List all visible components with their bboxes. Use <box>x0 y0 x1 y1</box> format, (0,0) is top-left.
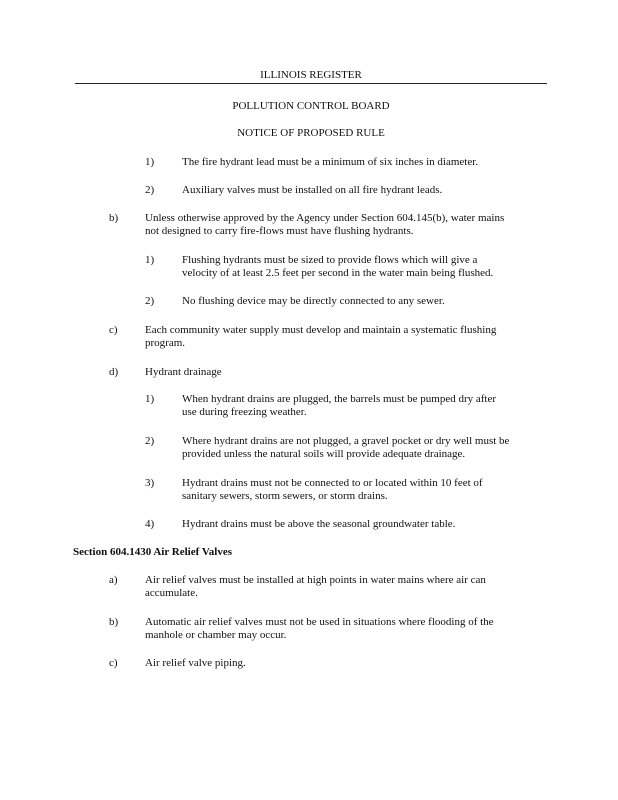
paragraph-label: c) <box>109 324 118 336</box>
item-line: No flushing device may be directly connected to any sewer. <box>182 295 445 307</box>
item-text: The fire hydrant lead must be a minimum of six inches in diameter. <box>182 156 479 168</box>
item-line: use during freezing weather. <box>182 406 307 418</box>
paragraph-line: Hydrant drainage <box>145 366 222 378</box>
item-line: Hydrant drains must not be connected to or located within 10 feet of <box>182 477 483 489</box>
item-line: velocity of at least 2.5 feet per second in the water main being flushed. <box>182 267 494 279</box>
paragraph-line: Air relief valves must be installed at high points in water mains where air can <box>145 574 486 586</box>
header-rule <box>75 83 547 84</box>
paragraph-label: d) <box>109 366 119 378</box>
paragraph-line: program. <box>145 337 186 349</box>
item-line: Hydrant drains must be above the seasonal groundwater table. <box>182 518 456 530</box>
paragraph-label: c) <box>109 657 118 669</box>
item-line: provided unless the natural soils will provide adequate drainage. <box>182 448 466 460</box>
item-label: 1) <box>145 393 155 405</box>
notice-title: NOTICE OF PROPOSED RULE <box>237 127 385 139</box>
item-label: 1) <box>145 156 155 168</box>
section-heading: Section 604.1430 Air Relief Valves <box>73 546 232 558</box>
register-title: ILLINOIS REGISTER <box>260 69 362 81</box>
paragraph-label: b) <box>109 616 119 628</box>
item-label: 2) <box>145 295 155 307</box>
paragraph-label: a) <box>109 574 118 586</box>
paragraph-label: b) <box>109 212 119 224</box>
board-title: POLLUTION CONTROL BOARD <box>232 100 390 112</box>
item-line: Where hydrant drains are not plugged, a gravel pocket or dry well must be <box>182 435 510 447</box>
item-line: Flushing hydrants must be sized to provide flows which will give a <box>182 254 478 266</box>
item-text: Auxiliary valves must be installed on all fire hydrant leads. <box>182 184 443 196</box>
item-line: sanitary sewers, storm sewers, or storm drains. <box>182 490 388 502</box>
paragraph-line: manhole or chamber may occur. <box>145 629 287 641</box>
paragraph-line: Unless otherwise approved by the Agency under Section 604.145(b), water mains <box>145 212 505 224</box>
item-label: 1) <box>145 254 155 266</box>
paragraph-line: Automatic air relief valves must not be used in situations where flooding of the <box>145 616 494 628</box>
paragraph-line: Air relief valve piping. <box>145 657 246 669</box>
item-label: 4) <box>145 518 155 530</box>
paragraph-line: Each community water supply must develop and maintain a systematic flushing <box>145 324 497 336</box>
item-line: When hydrant drains are plugged, the barrels must be pumped dry after <box>182 393 497 405</box>
item-label: 2) <box>145 184 155 196</box>
paragraph-line: accumulate. <box>145 587 198 599</box>
item-label: 2) <box>145 435 155 447</box>
item-label: 3) <box>145 477 155 489</box>
paragraph-line: not designed to carry fire-flows must have flushing hydrants. <box>145 225 414 237</box>
